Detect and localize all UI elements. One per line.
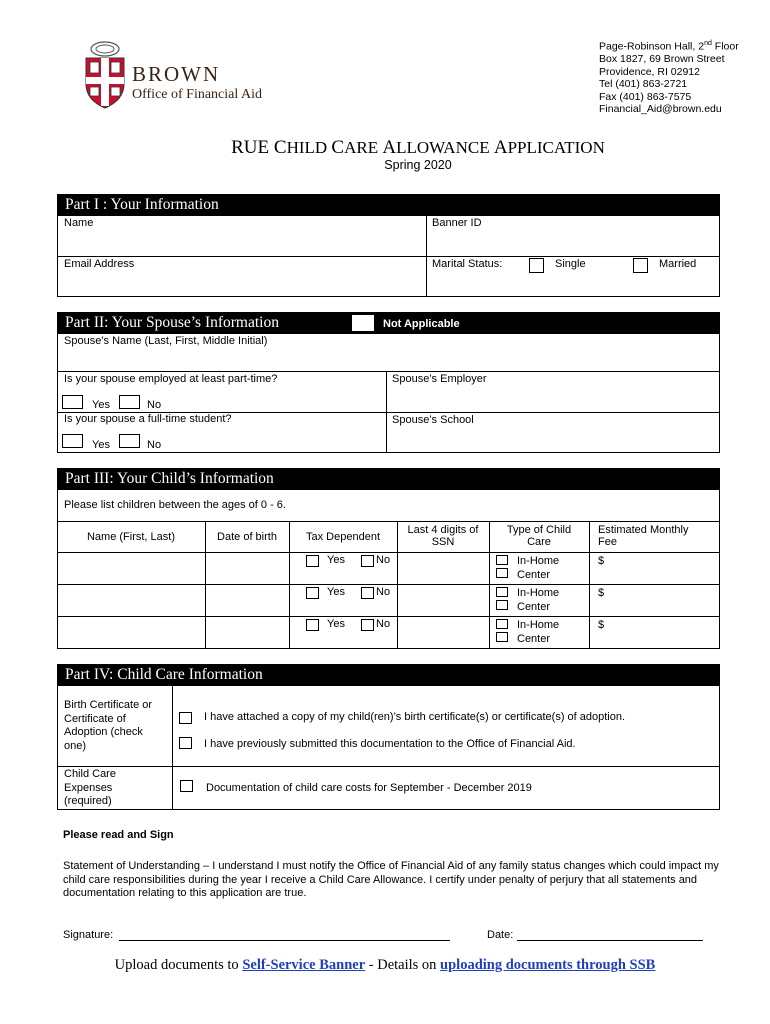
student-no-label: No <box>147 439 162 451</box>
spouse-name-label: Spouse’s Name (Last, First, Middle Initial) <box>64 335 268 347</box>
spouse-student-question: Is your spouse a full-time student? <box>64 413 232 425</box>
self-service-banner-link[interactable]: Self-Service Banner <box>242 957 366 973</box>
name-label: Name <box>64 217 94 229</box>
married-label: Married <box>659 258 697 270</box>
employed-no-label: No <box>147 399 162 411</box>
child2-center-label: Center <box>517 601 551 613</box>
child3-tax-no-label: No <box>376 618 391 630</box>
child2-tax-no-checkbox[interactable] <box>361 587 374 599</box>
single-checkbox[interactable] <box>529 258 544 273</box>
child3-fee: $ <box>598 619 605 631</box>
statement-of-understanding: Statement of Understanding – I understand I must notify the Office of Financial Aid of any family status changes which could impact my child care responsibilities during the year I receive a Child Care Allowance. I certify under penalty of perjury that all statements and documentation relating to this application are true. <box>63 860 719 899</box>
attached-certificate-label: I have attached a copy of my child(ren)’s birth certificate(s) or certificate(s) of adoption. <box>204 711 626 723</box>
university-name: BROWN <box>132 62 221 86</box>
office-name: Office of Financial Aid <box>132 87 262 102</box>
term-subtitle: Spring 2020 <box>384 158 452 172</box>
child2-tax-yes-checkbox[interactable] <box>306 587 319 599</box>
child3-inhome-checkbox[interactable] <box>496 619 508 629</box>
col-tax-header: Tax Dependent <box>306 531 380 543</box>
read-and-sign-heading: Please read and Sign <box>63 829 174 841</box>
child3-tax-no-checkbox[interactable] <box>361 619 374 631</box>
date-line[interactable] <box>517 940 703 941</box>
previously-submitted-checkbox[interactable] <box>179 737 192 749</box>
part3-heading: Part III: Your Child’s Information <box>57 468 720 489</box>
child3-center-label: Center <box>517 633 551 645</box>
student-no-checkbox[interactable] <box>119 434 140 448</box>
col-type-header: Type of Child Care <box>506 524 572 548</box>
child1-inhome-checkbox[interactable] <box>496 555 508 565</box>
spouse-school-label: Spouse’s School <box>392 414 474 426</box>
office-email: Financial_Aid@brown.edu <box>599 103 722 115</box>
brown-logo <box>82 40 282 110</box>
child2-fee: $ <box>598 587 605 599</box>
documentation-costs-checkbox[interactable] <box>180 780 193 792</box>
documentation-costs-label: Documentation of child care costs for September - December 2019 <box>206 782 532 794</box>
signature-line[interactable] <box>119 940 450 941</box>
part2-box <box>57 333 720 453</box>
child1-fee: $ <box>598 555 605 567</box>
spouse-employed-question: Is your spouse employed at least part-time? <box>64 373 278 385</box>
child-care-expenses-label: Child Care Expenses (required) <box>64 768 116 807</box>
uploading-documents-link[interactable]: uploading documents through SSB <box>440 957 656 973</box>
not-applicable-checkbox[interactable] <box>352 315 374 331</box>
part1-heading: Part I : Your Information <box>57 194 720 215</box>
student-yes-checkbox[interactable] <box>62 434 83 448</box>
child3-center-checkbox[interactable] <box>496 632 508 642</box>
signature-label: Signature: <box>63 929 114 941</box>
child1-tax-yes-checkbox[interactable] <box>306 555 319 567</box>
child3-tax-yes-checkbox[interactable] <box>306 619 319 631</box>
col-ssn-header: Last 4 digits of SSN <box>407 524 479 548</box>
not-applicable-label: Not Applicable <box>383 318 460 330</box>
child2-tax-yes-label: Yes <box>327 586 345 598</box>
employed-yes-checkbox[interactable] <box>62 395 83 409</box>
col-name-header: Name (First, Last) <box>86 531 175 543</box>
spouse-employer-label: Spouse’s Employer <box>392 373 487 385</box>
office-address: Page-Robinson Hall, 2nd Floor Box 1827, 69 Brown Street Providence, RI 02912 Tel (401) 863-2721 Fax (401) 863-7575 Financial_Aid@brown.edu <box>599 40 739 115</box>
employed-yes-label: Yes <box>92 399 110 411</box>
child3-tax-yes-label: Yes <box>327 618 345 630</box>
child1-tax-no-label: No <box>376 554 391 566</box>
married-checkbox[interactable] <box>633 258 648 273</box>
brown-shield-icon <box>82 40 128 110</box>
marital-status-label: Marital Status: <box>432 258 503 270</box>
email-label: Email Address <box>64 258 135 270</box>
child2-tax-no-label: No <box>376 586 391 598</box>
page-title: RUE CHILD CARE ALLOWANCE APPLICATION <box>231 137 605 158</box>
child1-inhome-label: In-Home <box>517 555 560 567</box>
single-label: Single <box>555 258 586 270</box>
part2-heading: Part II: Your Spouse’s Information <box>57 312 720 333</box>
child3-inhome-label: In-Home <box>517 619 560 631</box>
child1-tax-yes-label: Yes <box>327 554 345 566</box>
banner-id-label: Banner ID <box>432 217 482 229</box>
child1-center-checkbox[interactable] <box>496 568 508 578</box>
children-instruction: Please list children between the ages of 0 - 6. <box>64 499 286 511</box>
previously-submitted-label: I have previously submitted this documentation to the Office of Financial Aid. <box>204 738 576 750</box>
birth-certificate-label: Birth Certificate or Certificate of Adoption (check one) <box>64 699 153 752</box>
date-label: Date: <box>487 929 514 941</box>
child1-center-label: Center <box>517 569 551 581</box>
attached-certificate-checkbox[interactable] <box>179 712 192 724</box>
part4-heading: Part IV: Child Care Information <box>57 664 720 685</box>
child2-inhome-label: In-Home <box>517 587 560 599</box>
upload-footer: Upload documents to Self-Service Banner - Details on uploading documents through SSB <box>114 957 656 973</box>
child2-inhome-checkbox[interactable] <box>496 587 508 597</box>
child1-tax-no-checkbox[interactable] <box>361 555 374 567</box>
col-fee-header: Estimated Monthly Fee <box>598 524 689 548</box>
employed-no-checkbox[interactable] <box>119 395 140 409</box>
child2-center-checkbox[interactable] <box>496 600 508 610</box>
student-yes-label: Yes <box>92 439 110 451</box>
col-dob-header: Date of birth <box>217 531 277 543</box>
